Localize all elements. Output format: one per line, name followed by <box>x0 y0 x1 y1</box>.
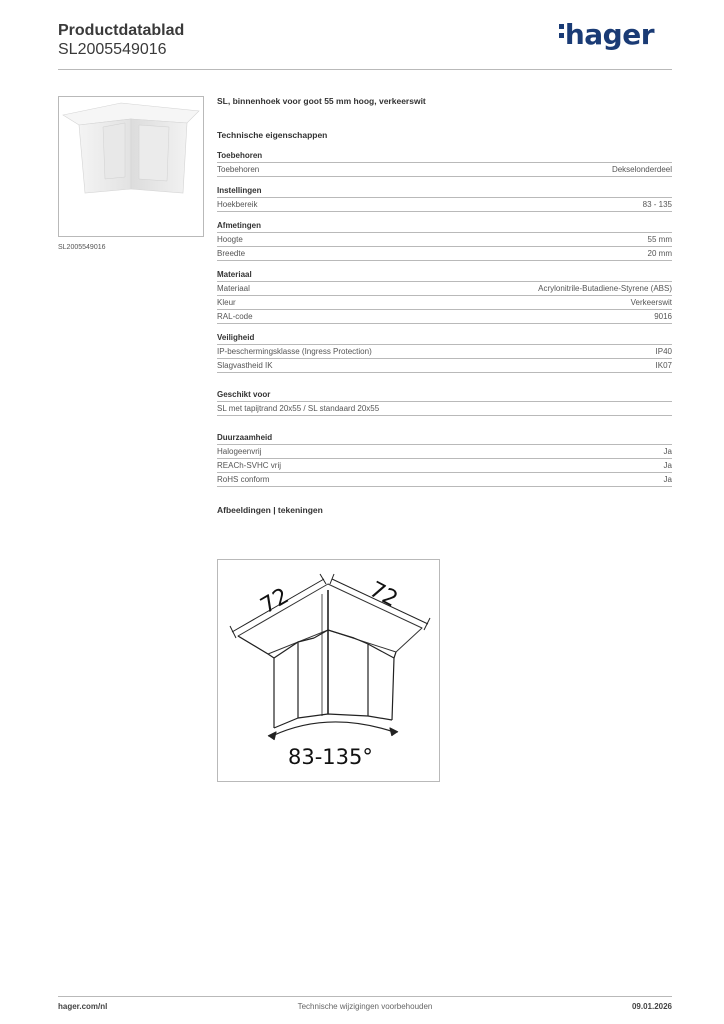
spec-row: Halogeenvrij Ja <box>217 445 672 459</box>
document-title: Productdatablad <box>58 22 185 39</box>
product-details <box>217 96 672 515</box>
spec-group-title: Instellingen <box>217 185 672 198</box>
suitable-for-text: SL met tapijtrand 20x55 / SL standaard 20x55 <box>217 402 672 416</box>
hager-logo: hager <box>559 18 654 51</box>
spec-group-veiligheid <box>217 332 672 373</box>
spec-row: RAL-code 9016 <box>217 310 672 324</box>
spec-row: Slagvastheid IK IK07 <box>217 359 672 373</box>
dimension-right: 72 <box>365 577 402 613</box>
spec-group-materiaal <box>217 269 672 324</box>
dimension-left: 72 <box>256 583 294 620</box>
spec-row: Hoekbereik 83 - 135 <box>217 198 672 212</box>
spec-group-title: Veiligheid <box>217 332 672 345</box>
spec-group-toebehoren <box>217 150 672 177</box>
spec-row: REACh-SVHC vrij Ja <box>217 459 672 473</box>
footer-website: hager.com/nl <box>58 1002 108 1011</box>
suitable-for-section <box>217 389 672 416</box>
spec-row: Materiaal Acrylonitrile-Butadiene-Styrene (ABS) <box>217 282 672 296</box>
sustainability-title: Duurzaamheid <box>217 432 672 445</box>
product-description: SL, binnenhoek voor goot 55 mm hoog, verkeerswit <box>217 96 426 106</box>
spec-group-title: Afmetingen <box>217 220 672 233</box>
dimension-drawing <box>218 560 439 781</box>
footer-notice: Technische wijzigingen voorbehouden <box>297 1002 433 1011</box>
product-sku: SL2005549016 <box>58 41 167 58</box>
suitable-for-title: Geschikt voor <box>217 389 672 402</box>
spec-row: Toebehoren Dekselonderdeel <box>217 163 672 177</box>
spec-group-title: Materiaal <box>217 269 672 282</box>
product-image <box>58 96 204 237</box>
angle-range-label: 83-135° <box>288 745 373 769</box>
spec-row: Kleur Verkeerswit <box>217 296 672 310</box>
sustainability-section <box>217 432 672 487</box>
spec-group-title: Toebehoren <box>217 150 672 163</box>
drawings-heading: Afbeeldingen | tekeningen <box>217 505 323 515</box>
footer-date: 09.01.2026 <box>631 1002 672 1011</box>
spec-group-instellingen <box>217 185 672 212</box>
technical-properties-heading: Technische eigenschappen <box>217 130 328 140</box>
page-footer <box>58 996 672 1016</box>
spec-row: IP-beschermingsklasse (Ingress Protection) IP40 <box>217 345 672 359</box>
spec-group-afmetingen <box>217 220 672 261</box>
page-header <box>58 18 672 70</box>
spec-row: RoHS conform Ja <box>217 473 672 487</box>
product-image-caption: SL2005549016 <box>58 244 106 251</box>
product-photo-illustration <box>59 97 203 236</box>
technical-drawing <box>217 559 440 782</box>
spec-row: Hoogte 55 mm <box>217 233 672 247</box>
spec-row: Breedte 20 mm <box>217 247 672 261</box>
